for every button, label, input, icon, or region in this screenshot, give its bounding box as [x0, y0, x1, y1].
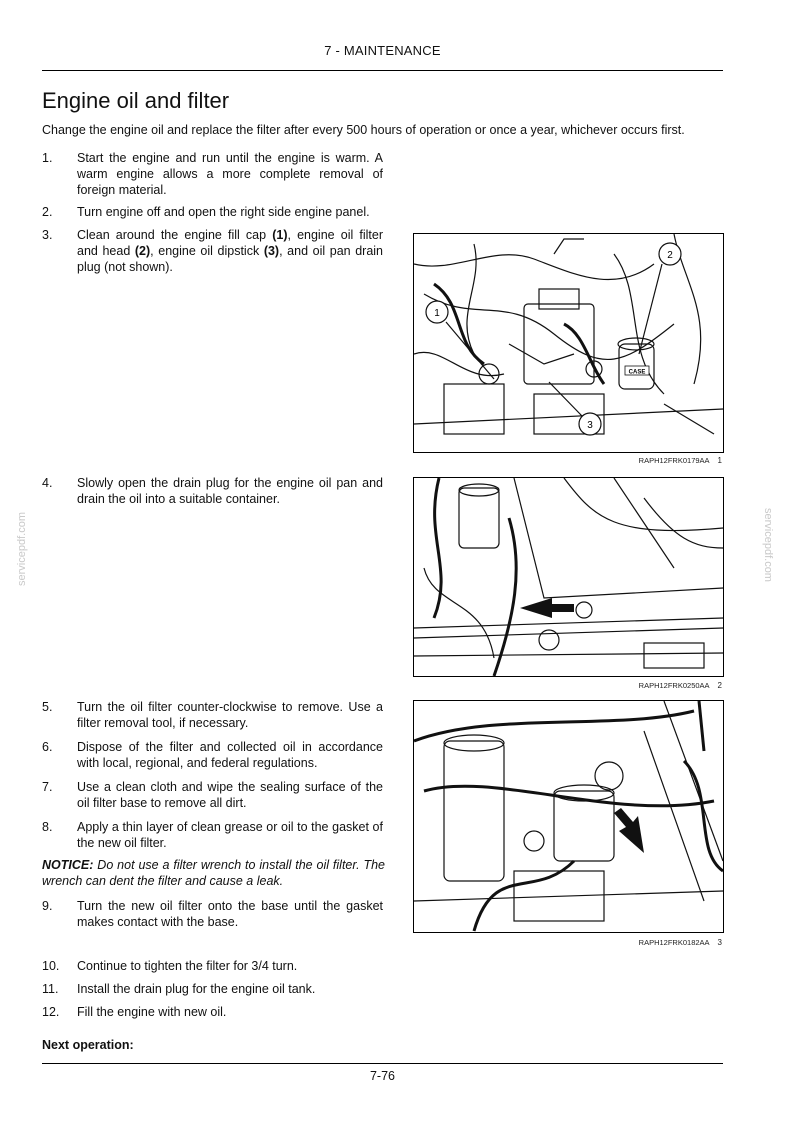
step-number: 8.	[42, 820, 53, 834]
step-10	[42, 958, 387, 974]
figure-number: 2	[717, 681, 722, 690]
step-text: Turn the new oil filter onto the base until the gasket makes contact with the base.	[77, 899, 383, 929]
step-number: 2.	[42, 205, 53, 219]
svg-text:3: 3	[587, 420, 593, 431]
section-header: 7 - MAINTENANCE	[324, 43, 441, 58]
notice-text: Do not use a filter wrench to install the oil filter. The wrench can dent the filter and cause a leak.	[42, 858, 385, 888]
step-3	[42, 227, 387, 275]
step-number: 7.	[42, 780, 53, 794]
intro-paragraph: Change the engine oil and replace the filter after every 500 hours of operation or once a year, whichever occurs first.	[42, 123, 685, 137]
page-title: Engine oil and filter	[42, 88, 230, 113]
step-number: 1.	[42, 151, 53, 165]
figure-number: 1	[717, 456, 722, 465]
figure-1-engine-overview	[413, 233, 724, 453]
figure-code: RAPH12FRK0182AA	[638, 938, 710, 947]
footer-rule	[42, 1063, 723, 1064]
step-6	[42, 739, 387, 771]
oil-filter-illustration	[414, 701, 723, 932]
arrow-icon	[614, 808, 644, 853]
step-text: Turn engine off and open the right side engine panel.	[77, 205, 370, 219]
step-8	[42, 819, 387, 851]
step-text: Install the drain plug for the engine oil tank.	[77, 982, 316, 996]
watermark: servicepdf.com	[762, 508, 774, 582]
step-12	[42, 1004, 387, 1020]
notice	[42, 857, 385, 889]
figure-code: RAPH12FRK0179AA	[638, 456, 710, 465]
notice-label: NOTICE:	[42, 858, 94, 872]
step-text: Continue to tighten the filter for 3/4 turn.	[77, 959, 298, 973]
callout-1	[426, 301, 494, 379]
step-number: 9.	[42, 899, 53, 913]
step-4	[42, 475, 387, 507]
step-number: 12.	[42, 1005, 60, 1019]
step-text: Slowly open the drain plug for the engine oil pan and drain the oil into a suitable container.	[77, 476, 383, 506]
step-text: Apply a thin layer of clean grease or oil to the gasket of the new oil filter.	[77, 820, 383, 850]
step-text: Turn the oil filter counter-clockwise to remove. Use a filter removal tool, if necessary.	[77, 700, 383, 730]
step-11	[42, 981, 387, 997]
step-number: 10.	[42, 959, 60, 973]
figure-3-caption	[550, 938, 722, 947]
drain-plug-illustration	[414, 478, 723, 676]
step-number: 5.	[42, 700, 53, 714]
brand-label: CASE	[628, 369, 646, 376]
step-1	[42, 150, 387, 198]
step-text: Start the engine and run until the engine is warm. A warm engine allows a more complete removal of foreign material.	[77, 151, 383, 197]
step-number: 4.	[42, 476, 53, 490]
figure-number: 3	[717, 938, 722, 947]
step-text: Fill the engine with new oil.	[77, 1005, 227, 1019]
step-number: 11.	[42, 982, 59, 996]
svg-text:2: 2	[667, 250, 673, 261]
callout-2	[639, 243, 681, 354]
step-number: 6.	[42, 740, 53, 754]
arrow-icon	[520, 598, 574, 618]
step-9	[42, 898, 387, 930]
step-5	[42, 699, 387, 731]
engine-illustration-1	[414, 234, 723, 452]
figure-code: RAPH12FRK0250AA	[638, 681, 710, 690]
next-operation-label: Next operation:	[42, 1038, 134, 1052]
step-number: 3.	[42, 228, 53, 242]
svg-text:1: 1	[434, 308, 440, 319]
figure-2-drain-plug	[413, 477, 724, 677]
watermark: servicepdf.com	[16, 512, 28, 586]
callout-3	[549, 382, 601, 435]
figure-3-oil-filter	[413, 700, 724, 933]
step-2	[42, 204, 387, 220]
step-text: Clean around the engine fill cap (1), engine oil filter and head (2), engine oil dipstick (3), and oil pan drain plug (not shown).	[77, 228, 384, 274]
figure-1-caption	[550, 456, 722, 465]
page-number: 7-76	[369, 1069, 396, 1083]
header-rule	[42, 70, 723, 71]
step-text: Dispose of the filter and collected oil in accordance with local, regional, and federal regulations.	[77, 740, 383, 770]
step-text: Use a clean cloth and wipe the sealing surface of the oil filter base to remove all dirt.	[77, 780, 383, 810]
step-7	[42, 779, 387, 811]
figure-2-caption	[550, 681, 722, 690]
